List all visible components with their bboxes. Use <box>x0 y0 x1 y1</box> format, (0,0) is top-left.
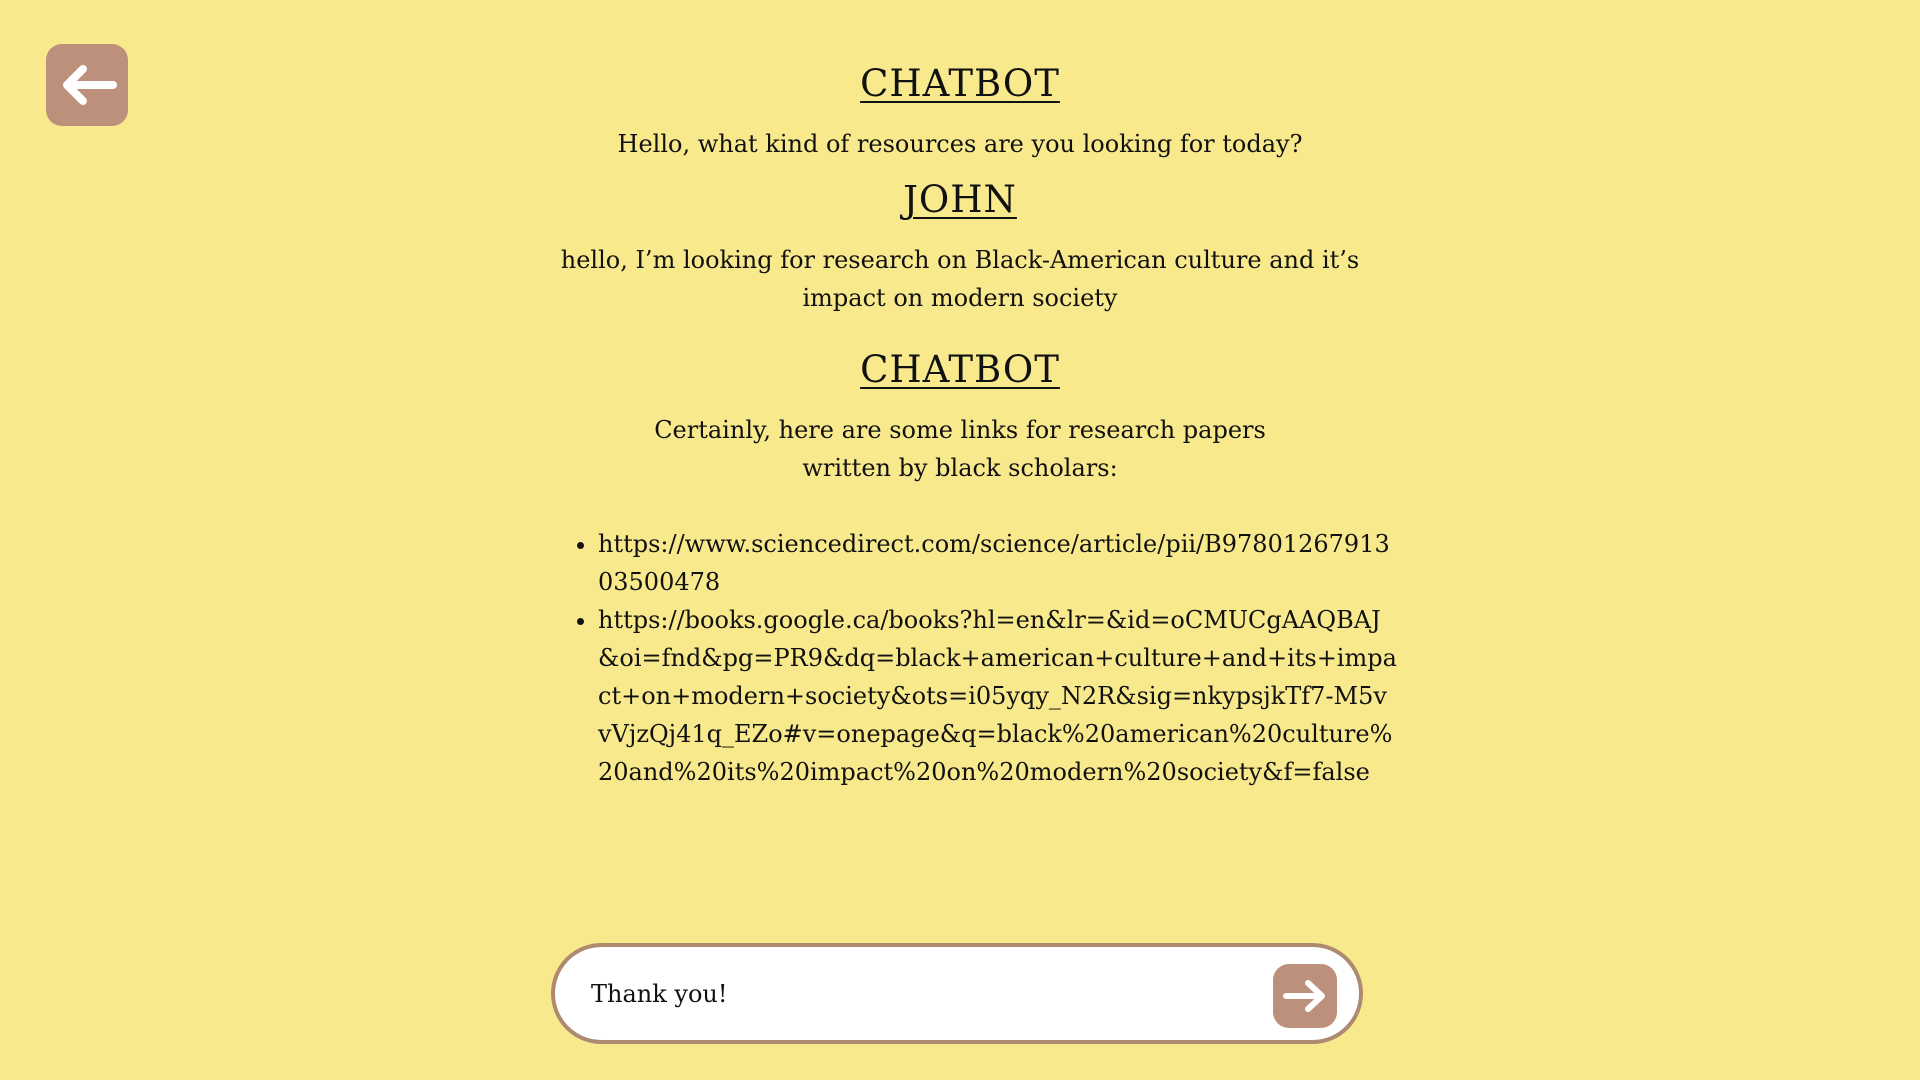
user-message: hello, I’m looking for research on Black-American culture and it’s impact on modern society <box>560 246 1360 312</box>
research-link[interactable]: • https://books.google.ca/books?hl=en&lr=&id=oCMUCgAAQBAJ&oi=fnd&pg=PR9&dq=black+american+culture+and+its+impact+on+modern+society&ots=i05yqy_N2R&sig=nkypsjkTf7-M5vvVjzQj41q_EZo#v=onepage&q=black%20american%20culture%20and%20its%20impact%20on%20modern%20society&f=false <box>598 601 1398 791</box>
speaker-name: CHATBOT <box>860 348 1060 391</box>
message-composer <box>551 943 1363 1044</box>
speaker-name: CHATBOT <box>860 62 1060 105</box>
research-link[interactable]: • https://www.sciencedirect.com/science/article/pii/B9780126791303500478 <box>598 525 1398 601</box>
chatbot-message: Certainly, here are some links for research papers written by black scholars: <box>654 416 1266 482</box>
send-button[interactable] <box>1273 964 1337 1028</box>
back-button[interactable] <box>46 44 128 126</box>
speaker-name: JOHN <box>903 178 1017 221</box>
arrow-left-icon <box>57 65 117 105</box>
message-input[interactable] <box>591 973 1231 1015</box>
research-links-list <box>570 525 1398 791</box>
arrow-right-icon <box>1282 979 1328 1013</box>
chatbot-message: Hello, what kind of resources are you looking for today? <box>617 130 1303 158</box>
